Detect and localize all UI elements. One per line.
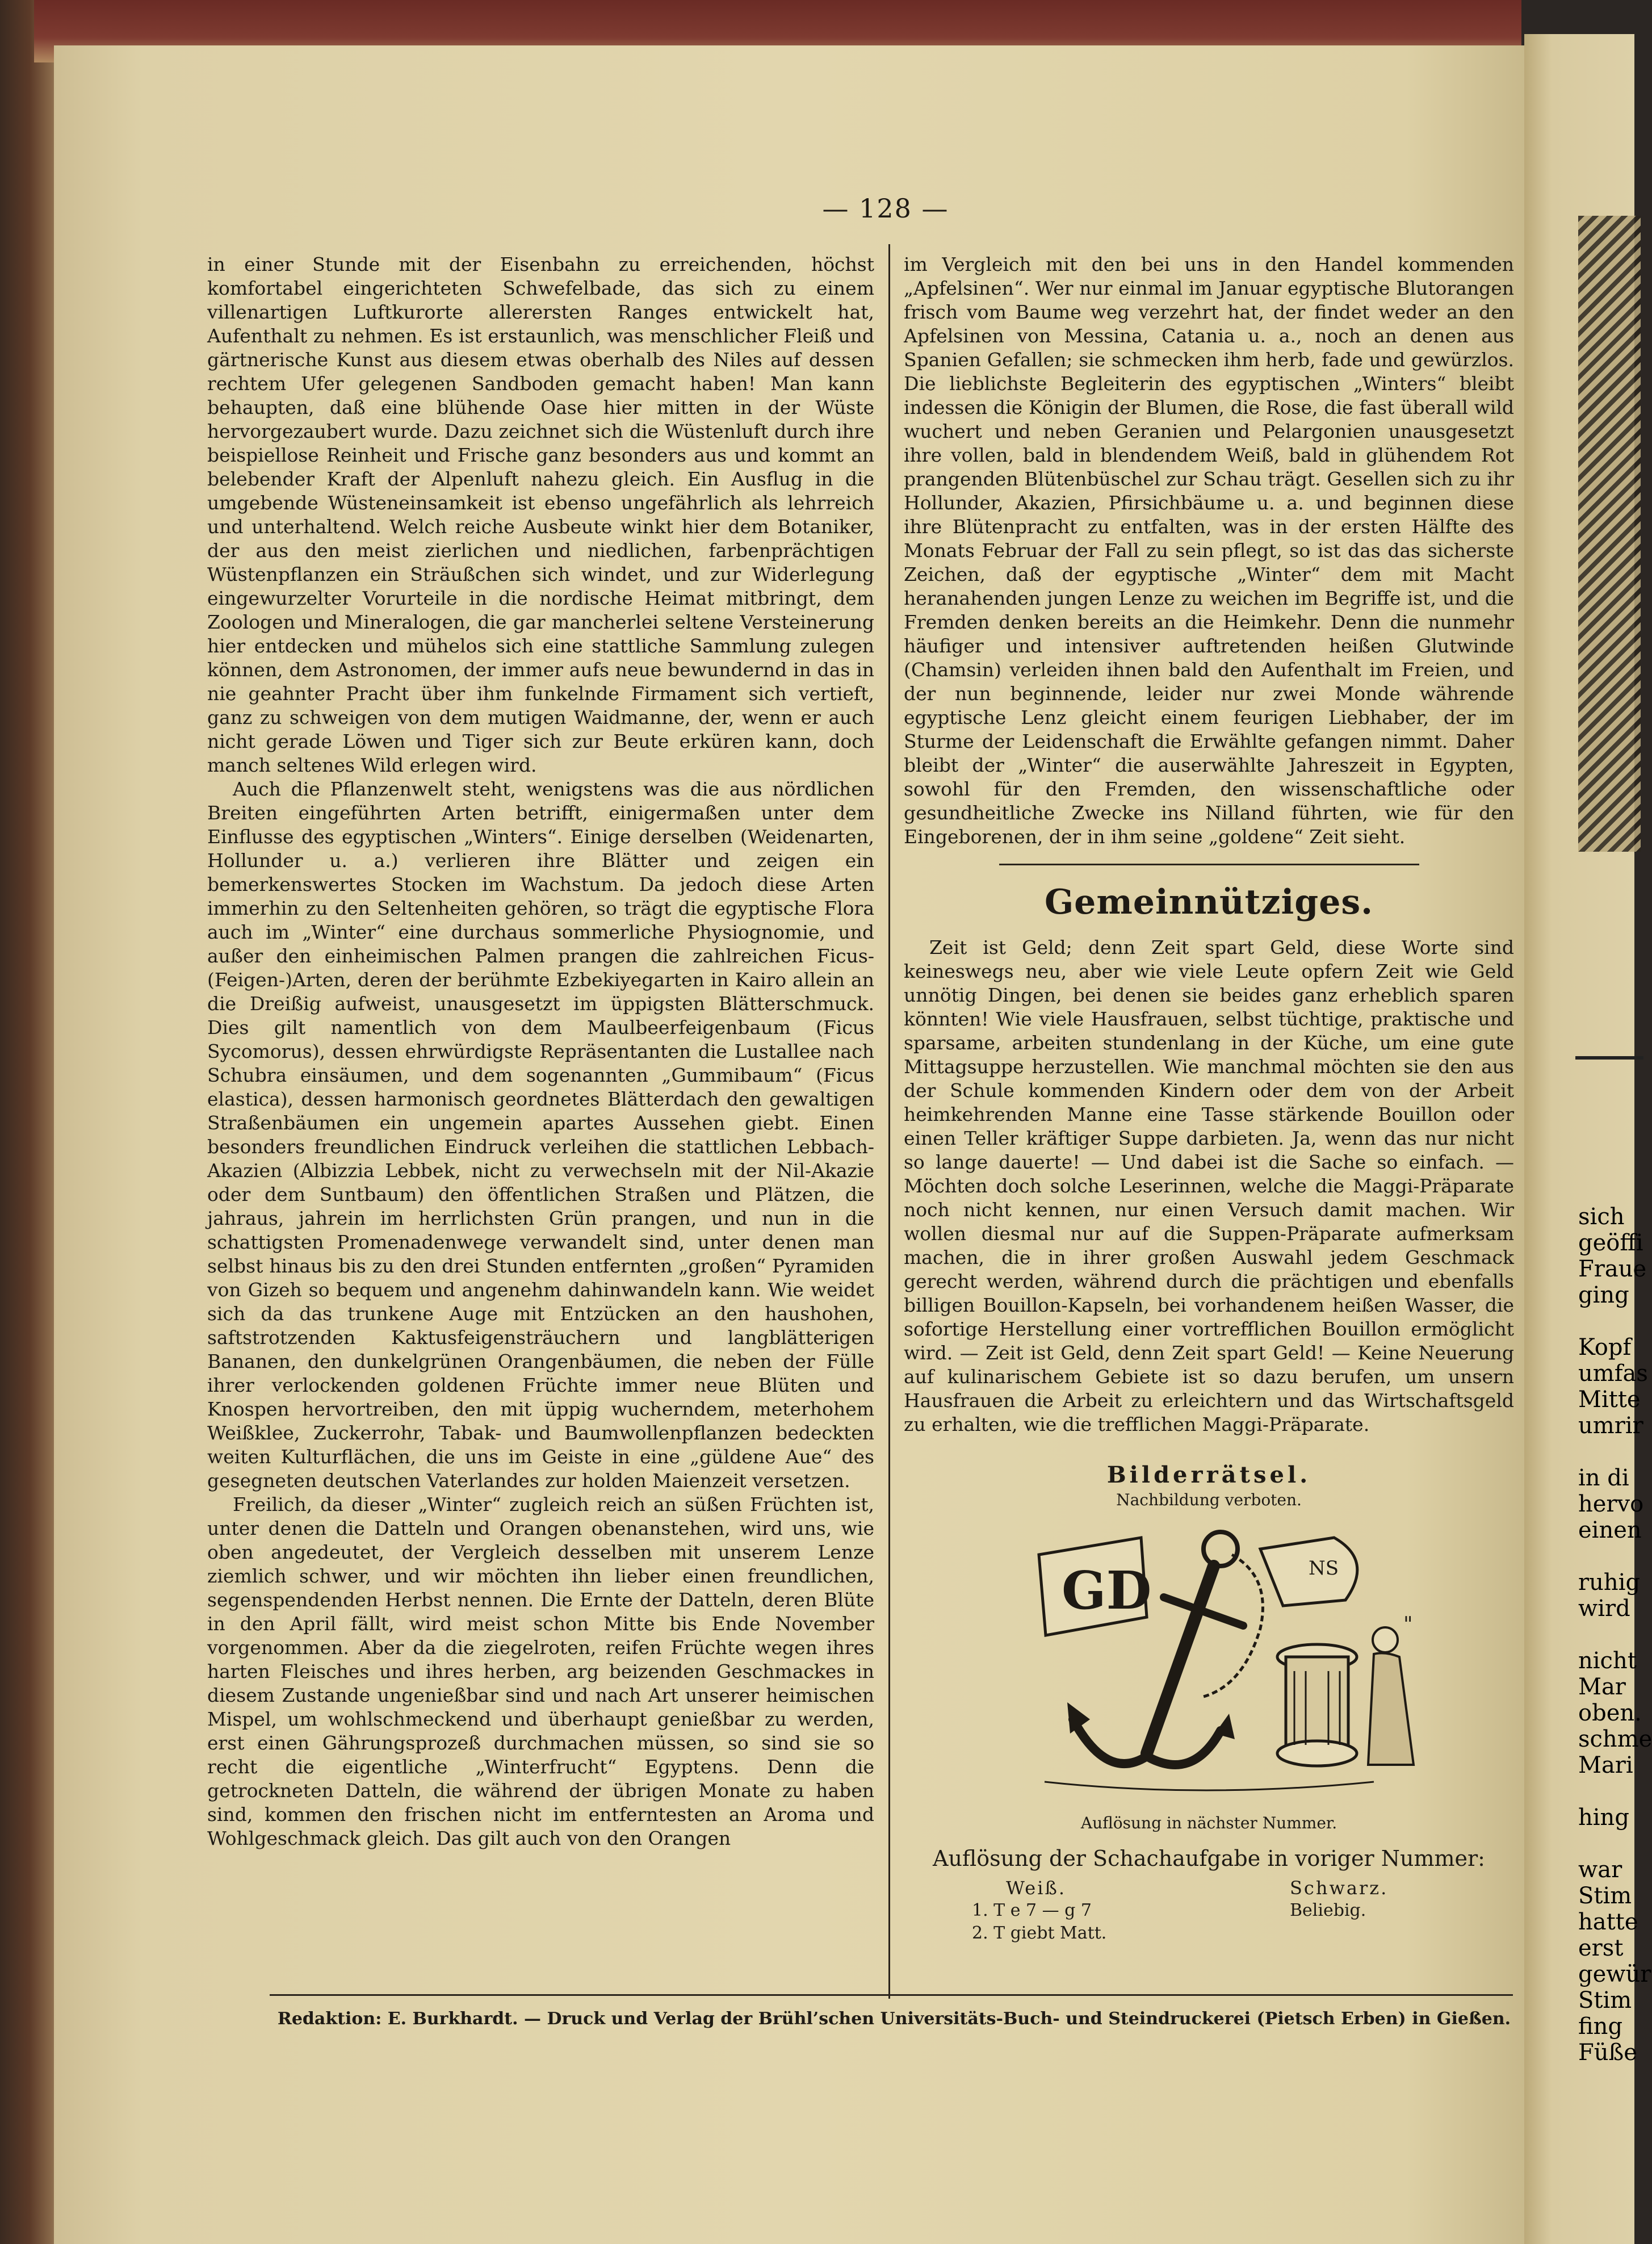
chess-title: Auflösung der Schachaufgabe in voriger Nummer: — [933, 1846, 1485, 1871]
left-paragraph-3: Freilich, da dieser „Winter“ zugleich reich an süßen Früchten ist, unter denen die Datteln und Orangen obenanstehen, wird uns, wie oben angedeutet, der Vergleich desselben mit unserem Lenze ziemlich schwer, und wir möchten ihn lieber einen freundlichen, segenspendenden Herbst nennen. Die Ernte der Datteln, deren Blüte in den April fällt, wird meist schon Mitte bis Ende November vorgenommen. Aber da die ziegelroten, reifen Früchte wegen ihres harten Fleisches und ihres herben, arg beizenden Geschmackes in diesem Zustande ungenießbar sind und nach Art unserer heimischen Mispel, um wohlschmeckend und überhaupt genießbar zu werden, erst einen Gährungsprozeß durchmachen müssen, so sind sie so recht die eigentliche „Winterfrucht“ Egyptens. Denn die getrockneten Datteln, die während der übrigen Monate zu haben sind, kommen den frischen nicht im entferntesten an Aroma und Wohlgeschmack gleich. Das gilt auch von den Orangen — [207, 1493, 874, 1849]
fragment: oben. — [1578, 1700, 1642, 1726]
fragment: ruhig — [1578, 1569, 1641, 1596]
chess-solution — [972, 1877, 1514, 1945]
section-paragraph: Zeit ist Geld; denn Zeit spart Geld, diese Worte sind keineswegs neu, aber wie viele Leute opfern Zeit wie Geld unnötig Dingen, bei denen sie beides ganz erheblich sparen könnten! Wie viele Hausfrauen, selbst tüchtige, praktische und sparsame, arbeiten stundenlang in der Küche, um eine gute Mittagsuppe herzustellen. Wie manchmal möchten sie den aus der Schule kommenden Kindern oder dem von der Arbeit heimkehrenden Manne eine Tasse stärkende Bouillon oder einen Teller kräftiger Suppe darbieten. Ja, wenn das nur nicht so lange dauerte! — Und dabei ist die Sache so einfach. — Möchten doch solche Leserinnen, welche die Maggi-Präparate noch nicht kennen, nur einen Versuch damit machen. Wir wollen diesmal nur auf die Suppen-Präparate aufmerksam machen, die in ihrer großen Auswahl jedem Geschmack gerecht werden, während durch die prächtigen und ebenfalls billigen Bouillon-Kapseln, bei vorhandenem heißen Wasser, die sofortige Herstellung einer vortrefflichen Bouillon ermöglicht wird. — Zeit ist Geld, denn Zeit spart Geld! — Keine Neuerung auf kulinarischem Gebiete ist so dazu berufen, um unsern Hausfrauen die Arbeit zu erleichtern und das Wirtschaftsgeld zu erhalten, wie die trefflichen Maggi-Präparate. — [904, 936, 1514, 1435]
adjacent-page-rule — [1575, 1056, 1643, 1060]
footer-rule — [270, 1994, 1513, 1996]
left-paragraph-1: in einer Stunde mit der Eisenbahn zu erreichenden, höchst komfortabel eingerichteten Schwefelbade, das sich zu einem villenartigen Luftkurorte allerersten Ranges entwickelt hat, Aufenthalt zu nehmen. Es ist erstaunlich, was menschlicher Fleiß und gärtnerische Kunst aus diesem etwas oberhalb des Niles auf dessen rechtem Ufer gelegenen Sandboden gemacht haben! Man kann behaupten, daß eine blühende Oase hier mitten in der Wüste hervorgezaubert wurde. Dazu zeichnet sich die Wüstenluft durch ihre beispiellose Reinheit und Frische ganz besonders aus und kommt an belebender Kraft der Alpenluft nahezu gleich. Ein Ausflug in die umgebende Wüsteneinsamkeit ist ebenso ungefährlich als lehrreich und unterhaltend. Welch reiche Ausbeute winkt hier dem Botaniker, der aus den meist zierlichen und niedlichen, farbenprächtigen Wüstenpflanzen ein Sträußchen sich windet, und zur Widerlegung eingewurzelter Vorurteile in die nordische Heimat mitbringt, dem Zoologen und Mineralogen, die gar mancherlei seltene Versteinerung hier entdecken und mühelos sich eine stattliche Sammlung zulegen können, dem Astronomen, der immer aufs neue bewundernd in das in nie geahnter Pracht über ihm funkelnde Firmament sich vertieft, ganz zu schweigen von dem mutigen Waidmanne, der, wenn er auch nicht gerade Löwen und Tiger sich zur Beute erküren kann, doch manch seltenes Wild erlegen wird. — [207, 253, 874, 776]
rebus-illustration — [976, 1515, 1442, 1810]
spool-icon — [1277, 1644, 1357, 1766]
puzzle-title: Bilderrätsel. — [1106, 1462, 1311, 1488]
flag-d — [1260, 1538, 1357, 1606]
fragment: Fraue — [1578, 1256, 1647, 1282]
card-letters: GD — [1061, 1560, 1151, 1621]
fragment: Stim — [1578, 1883, 1632, 1909]
fragment: Mitte — [1578, 1387, 1641, 1413]
section-heading: Gemeinnütziges. — [1044, 882, 1374, 922]
fragment: umfas — [1578, 1360, 1648, 1387]
fragment: Stim — [1578, 1987, 1632, 2013]
right-column — [904, 253, 1514, 1985]
fragment — [1578, 1622, 1641, 1648]
fragment: geöffi — [1578, 1230, 1643, 1256]
chess-move-2: 2. T giebt Matt. — [972, 1923, 1107, 1943]
flag-letters: NS — [1308, 1557, 1339, 1580]
fragment: Kopf — [1578, 1334, 1632, 1360]
fragment: hing — [1578, 1805, 1629, 1831]
fragment: gewür — [1578, 1961, 1651, 1987]
fragment — [1578, 1778, 1641, 1805]
section-separator — [999, 864, 1419, 865]
chess-black-reply: Beliebig. — [1290, 1900, 1366, 1920]
fragment: einen — [1578, 1517, 1642, 1543]
fragment: fing — [1578, 2013, 1623, 2040]
fragment — [1578, 1543, 1641, 1569]
imprint-footer: Redaktion: E. Burkhardt. — Druck und Verlag der Brühl’schen Universitäts-Buch- und Steindruckerei (Pietsch Erben) in Gießen. — [277, 2009, 1511, 2029]
right-paragraph-1: im Vergleich mit den bei uns in den Handel kommenden „Apfelsinen“. Wer nur einmal im Januar egyptische Blutorangen frisch vom Baume weg verzehrt hat, der findet weder an den Apfelsinen von Messina, Catania u. a., noch an denen aus Spanien Gefallen; sie schmecken ihm herb, fade und gewürzlos. Die lieblichste Begleiterin des egyptischen „Winters“ bleibt indessen die Königin der Blumen, die Rose, die fast überall wild wuchert und neben Geranien und Pelargonien unausgesetzt ihre vollen, bald in blendendem Weiß, bald in glühendem Rot prangenden Blütenbüschel zur Schau trägt. Gesellen sich zu ihr Hollunder, Akazien, Pfirsichbäume u. a. und beginnen diese ihre Blütenpracht zu entfalten, was in der ersten Hälfte des Monats Februar der Fall zu sein pflegt, so ist das das sicherste Zeichen, daß der egyptische „Winter“ dem mit Macht heranahenden jungen Lenze zu weichen im Begriffe ist, und die Fremden denken bereits an die Heimkehr. Denn die nunmehr häufiger und intensiver auftretenden heißen Glutwinde (Chamsin) verleiden ihnen bald den Aufenthalt im Freien, und der nun beginnende, leider nur zwei Monde währende egyptische Lenz gleicht einem feurigen Liebhaber, der im Sturme der Leidenschaft die Erwählte gefangen nimmt. Daher bleibt der „Winter“ die auserwählte Jahreszeit in Egypten, sowohl für den Fremden, den wissenschaftliche oder gesundheitliche Zwecke ins Nilland führten, wie für den Eingeborenen, der in ihm seine „goldene“ Zeit sieht. — [904, 253, 1514, 848]
fragment — [1578, 1831, 1641, 1857]
page-number: — 128 — — [822, 193, 949, 224]
fragment: in di — [1578, 1465, 1629, 1491]
fragment: Mari — [1578, 1752, 1633, 1778]
fragment: hatte — [1578, 1909, 1638, 1935]
adjacent-page-fragments — [1578, 1204, 1652, 2066]
adjacent-page-ornament — [1578, 216, 1641, 852]
adjacent-page-edge — [1524, 34, 1652, 2244]
left-paragraph-2: Auch die Pflanzenwelt steht, wenigstens was die aus nördlichen Breiten eingeführten Arten betrifft, einigermaßen unter dem Einflusse des egyptischen „Winters“. Einige derselben (Weidenarten, Hollunder u. a.) verlieren ihre Blätter und zeigen ein bemerkenswertes Stocken im Wachstum. Da jedoch diese Arten immerhin zu den Seltenheiten gehören, so trägt die egyptische Flora auch im „Winter“ eine durchaus sommerliche Physiognomie, und außer den einheimischen Palmen prangen die zahlreichen Ficus-(Feigen-)Arten, deren der berühmte Ezbekiyegarten in Kairo allein an die Dreißig aufweist, unausgesetzt im üppigsten Blätterschmuck. Dies gilt namentlich von dem Maulbeerfeigenbaum (Ficus Sycomorus), dessen ehrwürdigste Repräsentanten die Lustallee nach Schubra einsäumen, und dem sogenannten „Gummibaum“ (Ficus elastica), dessen harmonisch geordnetes Blätterdach den gewaltigen Straßenbäumen ein ungemein apartes Aussehen giebt. Einen besonders freundlichen Eindruck verleihen die stattlichen Lebbach-Akazien (Albizzia Lebbek, nicht zu verwechseln mit der Nil-Akazie oder dem Suntbaum) den öffentlichen Straßen und Plätzen, die jahraus, jahrein im herrlichsten Grün prangen, und nun in die schattigsten Promenadenwege verwandelt sind, unter denen man selbst hinaus bis zu den drei Stunden entfernten „großen“ Pyramiden von Gizeh so bequem und angenehm dahinwandeln kann. Wie weidet sich da das trunkene Auge mit Entzücken an den haushohen, saftstrotzenden Kaktusfeigensträuchern und langblätterigen Bananen, den dunkelgrünen Orangenbäumen, die neben der Fülle ihrer verlockenden goldenen Früchte immer neue Blüten und Knospen hervortreiben, den mit üppig wucherndem, meterhohem Weißklee, Zuckerrohr, Tabak- und Baumwollenpflanzen bedeckten weiten Kulturflächen, die uns im Geiste in eine „güldene Aue“ des gesegneten deutschen Vaterlandes zur holden Maienzeit versetzen. — [207, 778, 874, 1492]
chess-black-label: Schwarz. — [1290, 1877, 1389, 1899]
fragment: sich — [1578, 1204, 1625, 1230]
fragment: umrir — [1578, 1413, 1643, 1439]
fragment: wird — [1578, 1596, 1630, 1622]
fragment: Füße — [1578, 2040, 1637, 2066]
column-divider — [888, 244, 890, 1999]
fragment — [1578, 1439, 1641, 1465]
fragment: nicht — [1578, 1648, 1637, 1674]
chess-white-label: Weiß. — [1006, 1877, 1066, 1899]
puzzle-subtitle: Nachbildung verboten. — [1116, 1491, 1302, 1509]
woman-figure — [1368, 1613, 1414, 1765]
fragment: hervo — [1578, 1491, 1644, 1517]
playing-card — [1039, 1538, 1151, 1635]
rebus-drawing — [976, 1515, 1442, 1810]
fragment: Mar — [1578, 1674, 1626, 1700]
left-column — [207, 253, 874, 1985]
fragment: ging — [1578, 1282, 1629, 1308]
fragment — [1578, 1308, 1641, 1334]
fragment: war — [1578, 1857, 1622, 1883]
document-page — [54, 45, 1524, 2244]
svg-text:": " — [1403, 1613, 1413, 1636]
fragment: schme — [1578, 1726, 1652, 1752]
chess-move-1: 1. T e 7 — g 7 — [972, 1900, 1092, 1920]
puzzle-caption: Auflösung in nächster Nummer. — [1080, 1814, 1337, 1832]
fragment: erst — [1578, 1935, 1624, 1961]
